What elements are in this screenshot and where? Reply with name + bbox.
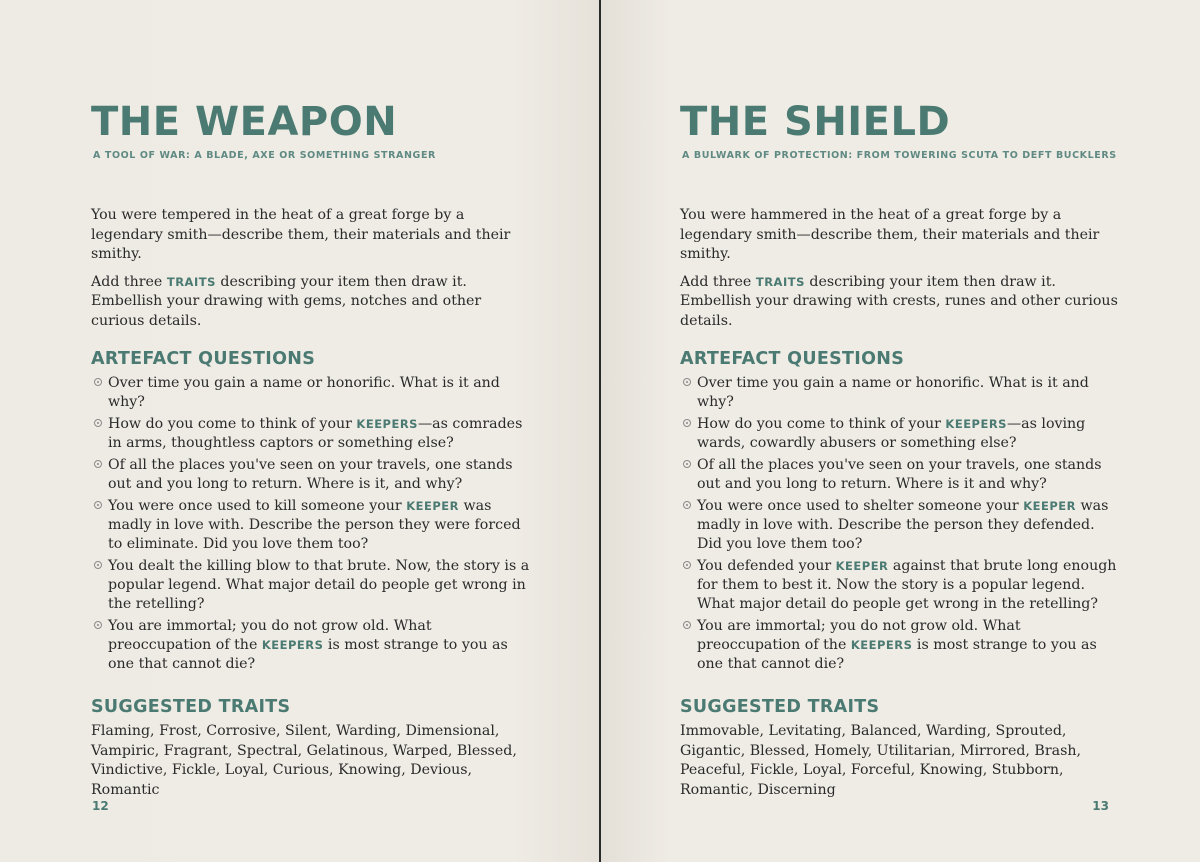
list-item xyxy=(91,617,531,674)
page-title: THE SHIELD xyxy=(680,99,951,145)
question-text: You defended your xyxy=(697,558,836,574)
question-text: is most strange to you as one that cannot die? xyxy=(697,637,1097,672)
list-item xyxy=(680,374,1120,412)
question-text: was madly in love with. Describe the person they defended. Did you love them too? xyxy=(697,498,1109,552)
question-text: Of all the places you've seen on your travels, one stands out and you long to return. Where is it, and why? xyxy=(108,457,513,492)
list-item xyxy=(91,415,531,453)
circle-bullet-icon xyxy=(683,378,691,386)
intro-paragraph: You were hammered in the heat of a great forge by a legendary smith—describe them, their materials and their smithy. xyxy=(680,207,1100,262)
question-text: You were once used to shelter someone your xyxy=(697,498,1024,514)
keyword: KEEPERS xyxy=(356,417,418,431)
page-subtitle: A TOOL OF WAR: A BLADE, AXE OR SOMETHING STRANGER xyxy=(93,150,436,161)
instructions-text: Add three xyxy=(91,273,167,290)
instructions-paragraph xyxy=(91,273,531,332)
circle-bullet-icon xyxy=(683,501,691,509)
book-gutter xyxy=(599,0,601,862)
question-text: —as loving wards, cowardly abusers or something else? xyxy=(697,416,1086,451)
question-text: How do you come to think of your xyxy=(108,416,357,432)
keyword: KEEPERS xyxy=(850,638,913,652)
traits-list: Immovable, Levitating, Balanced, Warding, Sprouted, Gigantic, Blessed, Homely, Utilitarian, Mirrored, Brash, Peaceful, Fickle, Loyal, Forceful, Knowing, Stubborn, Romantic, Discerning xyxy=(680,723,1082,798)
questions-heading: ARTEFACT QUESTIONS xyxy=(680,349,905,369)
right-page-content xyxy=(680,98,1120,800)
list-item xyxy=(680,617,1120,674)
list-item xyxy=(680,557,1120,614)
question-text: Over time you gain a name or honorific. What is it and why? xyxy=(697,375,1089,410)
circle-bullet-icon xyxy=(683,621,691,629)
questions-list xyxy=(680,374,1120,674)
question-text: You were once used to kill someone your xyxy=(108,498,407,514)
page-number: 13 xyxy=(1092,799,1109,813)
question-text: How do you come to think of your xyxy=(697,416,946,432)
questions-list xyxy=(91,374,531,674)
right-page xyxy=(600,0,1200,862)
instructions-text: describing your item then draw it. Embellish your drawing with gems, notches and other curious details. xyxy=(91,273,482,329)
keyword: KEEPERS xyxy=(945,417,1007,431)
left-page-content xyxy=(91,98,531,800)
question-text: against that brute long enough for them to best it. Now the story is a popular legend. What major detail do people get wrong in the retelling? xyxy=(697,558,1117,612)
keyword: KEEPERS xyxy=(261,638,324,652)
list-item xyxy=(680,415,1120,453)
question-text: —as comrades in arms, thoughtless captors or something else? xyxy=(108,416,523,451)
question-text: You are immortal; you do not grow old. What preoccupation of the xyxy=(108,618,432,653)
questions-heading: ARTEFACT QUESTIONS xyxy=(91,349,316,369)
question-text: is most strange to you as one that cannot die? xyxy=(108,637,508,672)
circle-bullet-icon xyxy=(94,419,102,427)
page-number: 12 xyxy=(92,799,109,813)
traits-heading: SUGGESTED TRAITS xyxy=(91,697,291,717)
circle-bullet-icon xyxy=(94,501,102,509)
question-text: Of all the places you've seen on your travels, one stands out and you long to return. Where is it and why? xyxy=(697,457,1102,492)
traits-keyword: TRAITS xyxy=(755,274,805,289)
page-subtitle: A BULWARK OF PROTECTION: FROM TOWERING SCUTA TO DEFT BUCKLERS xyxy=(682,150,1117,161)
list-item xyxy=(91,557,531,614)
circle-bullet-icon xyxy=(94,621,102,629)
question-text: You dealt the killing blow to that brute. Now, the story is a popular legend. What major detail do people get wrong in the retelling? xyxy=(108,558,530,612)
question-text: You are immortal; you do not grow old. What preoccupation of the xyxy=(697,618,1021,653)
question-text: was madly in love with. Describe the person they were forced to eliminate. Did you love them too? xyxy=(108,498,521,552)
page-title: THE WEAPON xyxy=(91,99,398,145)
intro-paragraph: You were tempered in the heat of a great forge by a legendary smith—describe them, their materials and their smithy. xyxy=(91,207,511,262)
circle-bullet-icon xyxy=(683,561,691,569)
list-item xyxy=(680,456,1120,494)
list-item xyxy=(680,497,1120,554)
instructions-paragraph xyxy=(680,273,1120,332)
traits-list: Flaming, Frost, Corrosive, Silent, Warding, Dimensional, Vampiric, Fragrant, Spectral, Gelatinous, Warped, Blessed, Vindictive, Fickle, Loyal, Curious, Knowing, Devious, Romantic xyxy=(91,723,517,798)
list-item xyxy=(91,374,531,412)
circle-bullet-icon xyxy=(94,460,102,468)
keyword: KEEPER xyxy=(1023,499,1076,513)
circle-bullet-icon xyxy=(94,561,102,569)
circle-bullet-icon xyxy=(683,460,691,468)
list-item xyxy=(91,497,531,554)
circle-bullet-icon xyxy=(94,378,102,386)
circle-bullet-icon xyxy=(683,419,691,427)
traits-keyword: TRAITS xyxy=(166,274,216,289)
keyword: KEEPER xyxy=(835,559,889,573)
instructions-text: describing your item then draw it. Embellish your drawing with crests, runes and other curious details. xyxy=(680,273,1118,329)
instructions-text: Add three xyxy=(680,273,756,290)
traits-heading: SUGGESTED TRAITS xyxy=(680,697,880,717)
keyword: KEEPER xyxy=(406,499,459,513)
list-item xyxy=(91,456,531,494)
question-text: Over time you gain a name or honorific. What is it and why? xyxy=(108,375,500,410)
